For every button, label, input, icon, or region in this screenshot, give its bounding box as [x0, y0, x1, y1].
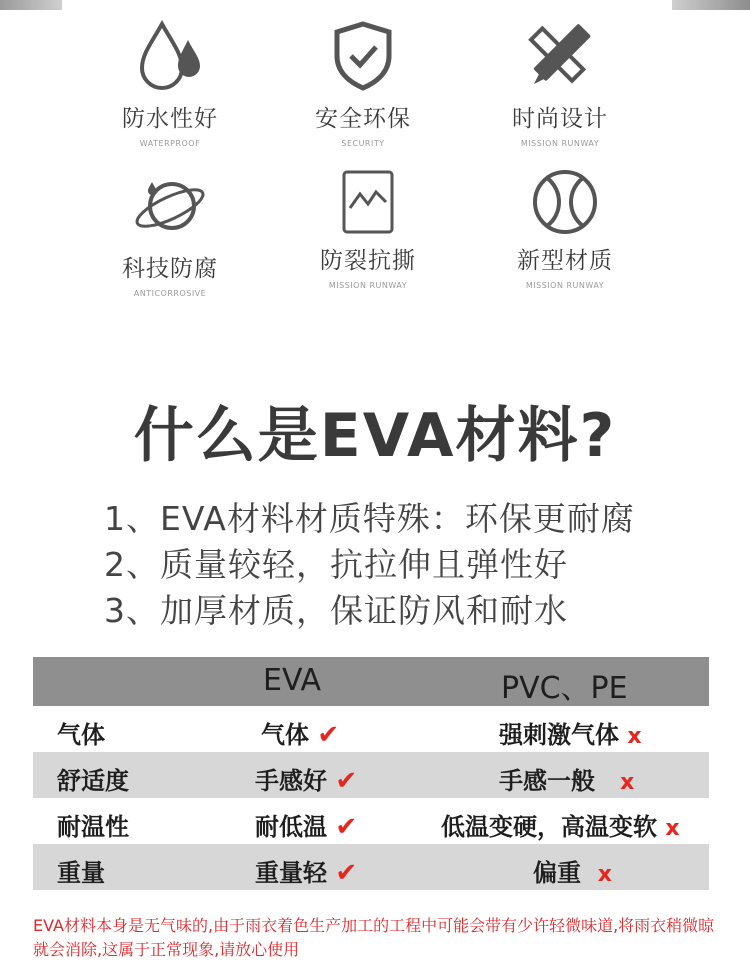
feature-new-material: [465, 168, 665, 290]
header-eva: EVA: [263, 663, 322, 698]
row-label: 舒适度: [57, 767, 129, 795]
shield-check-icon: [323, 18, 403, 94]
eva-points-list: [104, 496, 635, 634]
feature-title: 新型材质: [517, 248, 613, 274]
feature-tear-resistant: [268, 168, 468, 290]
pvc-value-text: 强刺激气体: [499, 721, 619, 749]
feature-title: 科技防腐: [122, 256, 218, 282]
feature-subtitle: MISSION RUNWAY: [525, 281, 605, 290]
feature-design: [460, 18, 660, 148]
eva-value: [255, 807, 357, 842]
top-left-photo-strip: [0, 0, 62, 10]
table-row: [33, 752, 709, 798]
feature-subtitle: MISSION RUNWAY: [328, 281, 408, 290]
eva-value-text: 气体: [261, 721, 309, 749]
eva-value: [255, 761, 357, 796]
feature-subtitle: WATERPROOF: [139, 139, 201, 148]
row-label: 气体: [57, 721, 105, 749]
feature-waterproof: [70, 18, 270, 148]
page-title: 什么是EVA材料?: [133, 401, 617, 471]
row-label: 耐温性: [57, 813, 129, 841]
feature-subtitle: SECURITY: [341, 139, 385, 148]
eva-value-text: 重量轻: [255, 859, 327, 887]
water-drops-icon: [130, 18, 210, 94]
planet-icon: [130, 168, 210, 244]
check-icon: ✔: [317, 720, 340, 750]
pencil-ruler-icon: [520, 18, 600, 94]
pvc-value-text: 偏重: [533, 859, 581, 887]
feature-security: [263, 18, 463, 148]
pvc-value-text: 手感一般: [499, 767, 595, 795]
feature-subtitle: ANTICORROSIVE: [133, 289, 207, 298]
eva-value: [255, 853, 357, 888]
cross-icon: x: [620, 770, 635, 795]
cross-icon: x: [597, 862, 612, 887]
top-right-photo-strip: [672, 0, 750, 10]
check-icon: ✔: [335, 858, 358, 888]
table-row: [33, 706, 709, 752]
cross-icon: x: [627, 724, 642, 749]
material-ball-icon: [525, 168, 605, 236]
cross-icon: x: [665, 816, 680, 841]
check-icon: ✔: [335, 766, 358, 796]
row-label: 重量: [57, 859, 105, 887]
feature-anticorrosive: [70, 168, 270, 298]
feature-title: 防裂抗撕: [320, 248, 416, 274]
table-row: [33, 844, 709, 890]
eva-value-text: 耐低温: [255, 813, 327, 841]
comparison-table: [33, 657, 709, 890]
header-pvc-pe: PVC、PE: [501, 671, 628, 706]
tear-chart-icon: [328, 168, 408, 236]
list-item: 3、加厚材质，保证防风和耐水: [104, 591, 568, 630]
check-icon: ✔: [335, 812, 358, 842]
table-row: [33, 798, 709, 844]
list-item: 1、EVA材料材质特殊：环保更耐腐: [104, 499, 635, 538]
feature-title: 防水性好: [122, 106, 218, 132]
eva-value: [261, 715, 339, 750]
list-item: 2、质量较轻，抗拉伸且弹性好: [104, 545, 568, 584]
pvc-value-text: 低温变硬，高温变软: [441, 813, 657, 841]
feature-title: 时尚设计: [512, 106, 608, 132]
odor-note: EVA材料本身是无气味的,由于雨衣着色生产加工的工程中可能会带有少许轻微味道,将雨衣稍微晾就会消除,这属于正常现象,请放心使用: [33, 916, 715, 959]
pvc-value: [533, 853, 612, 888]
eva-value-text: 手感好: [255, 767, 327, 795]
feature-subtitle: MISSION RUNWAY: [520, 139, 600, 148]
table-header: [33, 657, 709, 706]
pvc-value: [499, 761, 634, 796]
pvc-value: [441, 807, 680, 842]
pvc-value: [499, 715, 642, 750]
feature-title: 安全环保: [315, 106, 411, 132]
